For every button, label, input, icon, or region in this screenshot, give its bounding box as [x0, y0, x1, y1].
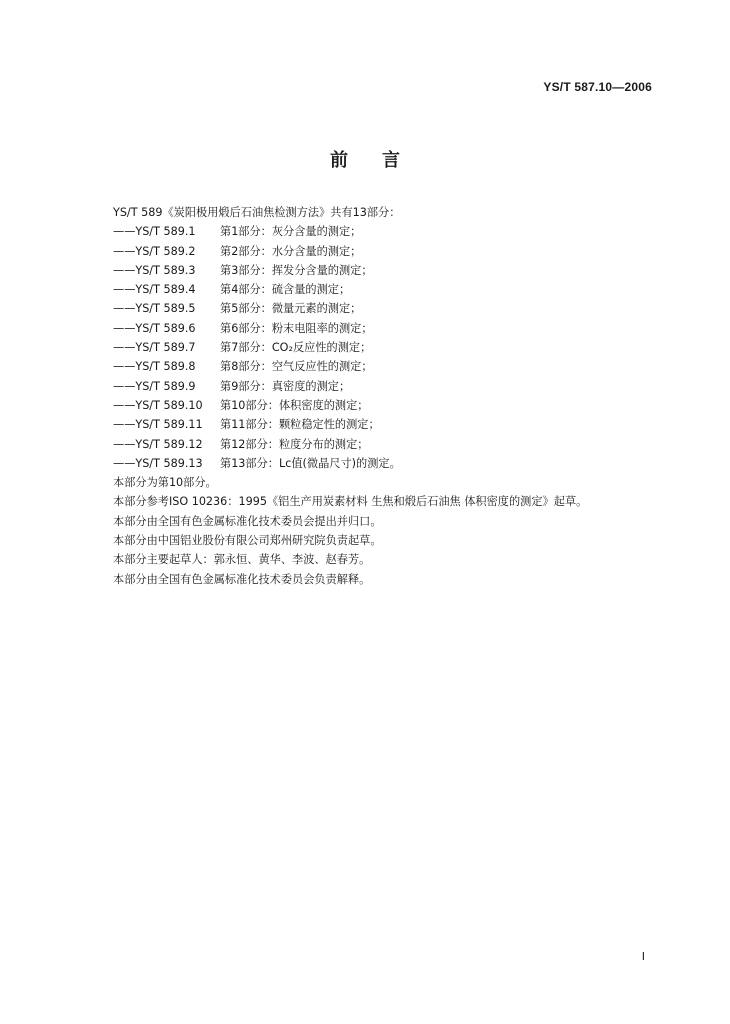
part-list-item: [113, 415, 673, 434]
part-list-item: [113, 396, 673, 415]
foreword-body: [113, 203, 673, 589]
part-title: 第9部分：真密度的测定；: [220, 379, 351, 393]
part-code: ——YS/T 589.6: [113, 321, 196, 335]
part-title: 第4部分：硫含量的测定；: [220, 283, 351, 297]
part-code: ——YS/T 589.3: [113, 263, 196, 277]
statement-proposed-by: 本部分由全国有色金属标准化技术委员会提出并归口。: [113, 514, 382, 528]
part-list-item: [113, 280, 673, 299]
part-title: 第13部分：Lc值(微晶尺寸)的测定。: [220, 456, 401, 470]
part-code: ——YS/T 589.4: [113, 283, 196, 297]
part-title: 第11部分：颗粒稳定性的测定；: [220, 418, 380, 432]
part-list-item: [113, 319, 673, 338]
part-list-item: [113, 338, 673, 357]
part-title: 第6部分：粉末电阻率的测定；: [220, 321, 373, 335]
part-title: 第2部分：水分含量的测定；: [220, 244, 362, 258]
part-list-item: [113, 377, 673, 396]
part-list-item: [113, 435, 673, 454]
part-title: 第5部分：微量元素的测定；: [220, 302, 362, 316]
part-title: 第1部分：灰分含量的测定；: [220, 225, 362, 239]
standard-number: YS/T 587.10—2006: [543, 80, 652, 94]
part-code: ——YS/T 589.7: [113, 341, 196, 355]
part-code: ——YS/T 589.10: [113, 398, 203, 412]
part-title: 第12部分：粒度分布的测定；: [220, 437, 369, 451]
statement-interpretation: 本部分由全国有色金属标准化技术委员会负责解释。: [113, 572, 371, 586]
part-list-item: [113, 242, 673, 261]
part-title: 第8部分：空气反应性的测定；: [220, 360, 373, 374]
part-code: ——YS/T 589.8: [113, 360, 196, 374]
part-list-item: [113, 222, 673, 241]
part-list-item: [113, 454, 673, 473]
part-list-item: [113, 299, 673, 318]
page-title: 前言: [330, 150, 434, 171]
part-code: ——YS/T 589.2: [113, 244, 196, 258]
part-code: ——YS/T 589.11: [113, 418, 203, 432]
part-title: 第3部分：挥发分含量的测定；: [220, 263, 373, 277]
part-code: ——YS/T 589.9: [113, 379, 196, 393]
part-title: 第10部分：体积密度的测定；: [220, 398, 369, 412]
page-number: I: [641, 950, 645, 963]
intro-paragraph: YS/T 589《炭阳极用煅后石油焦检测方法》共有13部分：: [113, 206, 401, 219]
part-code: ——YS/T 589.12: [113, 437, 203, 451]
part-list-item: [113, 357, 673, 376]
statement-reference-standard: 本部分参考ISO 10236：1995《铝生产用炭素材料 生焦和煅后石油焦 体积密度的测定》起草。: [113, 495, 588, 509]
part-list-item: [113, 261, 673, 280]
statement-main-drafters: 本部分主要起草人：郭永恒、黄华、李波、赵春芳。: [113, 553, 371, 567]
part-title: 第7部分：CO₂反应性的测定；: [220, 341, 372, 355]
statement-part-number: 本部分为第10部分。: [113, 476, 217, 490]
part-code: ——YS/T 589.13: [113, 456, 203, 470]
statement-drafted-by: 本部分由中国铝业股份有限公司郑州研究院负责起草。: [113, 534, 382, 548]
part-code: ——YS/T 589.5: [113, 302, 196, 316]
part-code: ——YS/T 589.1: [113, 225, 196, 239]
